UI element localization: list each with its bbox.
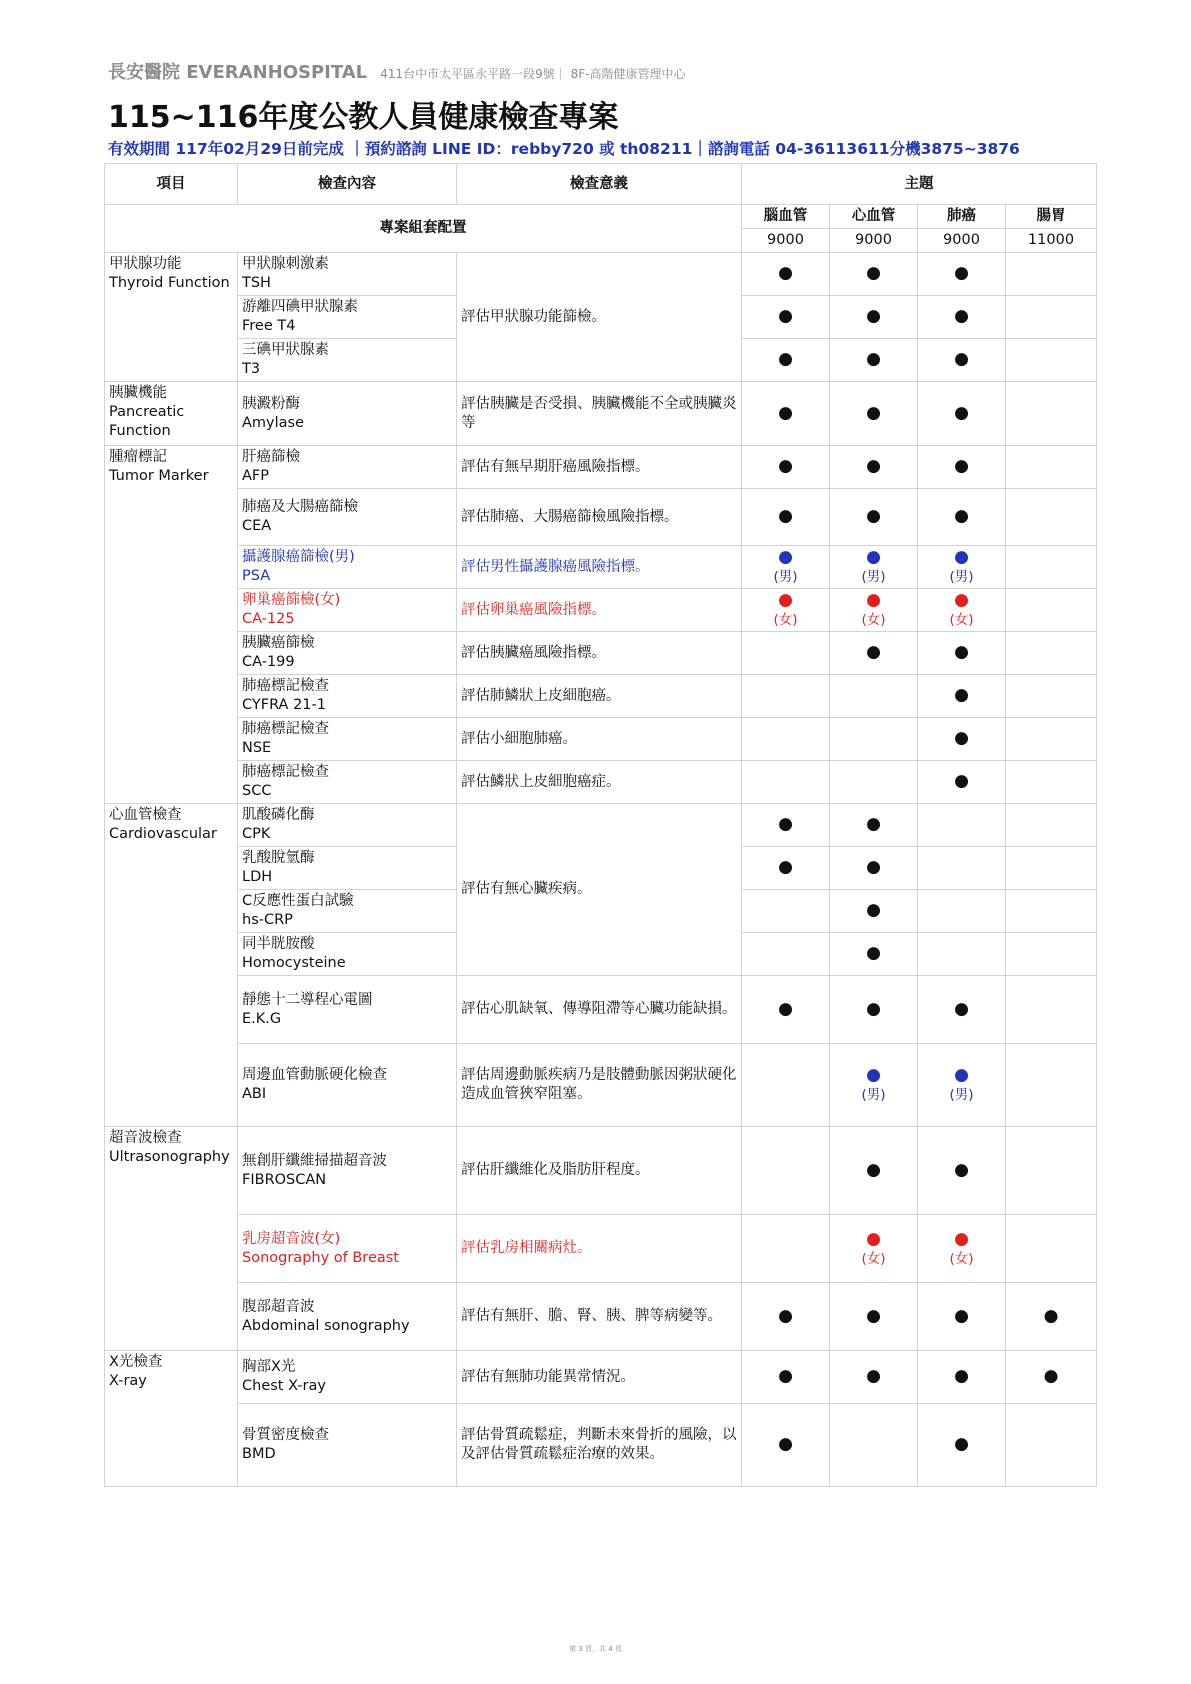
exam-content: 三碘甲狀腺素 T3 bbox=[238, 339, 457, 382]
theme-mark-cell bbox=[830, 847, 918, 890]
theme-mark-cell bbox=[742, 1044, 830, 1127]
included-dot: ● bbox=[954, 1434, 969, 1454]
theme-mark-cell bbox=[830, 546, 918, 589]
exam-row bbox=[105, 1215, 1097, 1283]
theme-mark-cell bbox=[830, 489, 918, 546]
theme-mark-cell bbox=[918, 976, 1006, 1044]
included-dot: ● bbox=[778, 857, 793, 877]
exam-row bbox=[105, 1044, 1097, 1127]
included-dot: ● bbox=[866, 402, 881, 423]
theme-mark-cell bbox=[1006, 1215, 1097, 1283]
included-dot: ● bbox=[866, 998, 881, 1019]
theme-mark-cell bbox=[742, 1215, 830, 1283]
theme-mark-cell bbox=[742, 976, 830, 1044]
theme-mark-cell bbox=[1006, 1283, 1097, 1351]
theme-mark-cell bbox=[1006, 804, 1097, 847]
col-header-meaning: 檢查意義 bbox=[457, 164, 742, 205]
included-dot: ● bbox=[778, 263, 793, 283]
included-dot: ● bbox=[778, 1366, 793, 1386]
exam-meaning: 評估有無心臟疾病。 bbox=[457, 804, 742, 976]
exam-content: 乳房超音波(女) Sonography of Breast bbox=[238, 1215, 457, 1283]
exam-content: 胰澱粉酶 Amylase bbox=[238, 382, 457, 446]
exam-content: 胰臟癌篩檢 CA-199 bbox=[238, 632, 457, 675]
package-label: 專案組套配置 bbox=[105, 205, 742, 253]
included-dot: ● bbox=[866, 814, 881, 834]
exam-row bbox=[105, 1127, 1097, 1215]
exam-content: 靜態十二導程心電圖 E.K.G bbox=[238, 976, 457, 1044]
theme-mark-cell bbox=[742, 546, 830, 589]
theme-mark-cell bbox=[830, 976, 918, 1044]
male-tag: (男) bbox=[949, 1087, 974, 1103]
included-dot: ● bbox=[954, 263, 969, 283]
theme-mark-cell bbox=[830, 1404, 918, 1487]
theme-mark-cell bbox=[742, 804, 830, 847]
theme-mark-cell bbox=[742, 382, 830, 446]
included-dot: ● bbox=[866, 306, 881, 326]
exam-meaning: 評估小細胞肺癌。 bbox=[457, 718, 742, 761]
theme-mark-cell bbox=[830, 804, 918, 847]
exam-row bbox=[105, 632, 1097, 675]
exam-content: 乳酸脫氫酶 LDH bbox=[238, 847, 457, 890]
theme-mark-cell bbox=[830, 589, 918, 632]
exam-content: 肺癌標記檢查 NSE bbox=[238, 718, 457, 761]
included-dot: ● bbox=[954, 642, 969, 662]
theme-price: 11000 bbox=[1006, 229, 1097, 253]
theme-mark-cell bbox=[918, 339, 1006, 382]
theme-mark-cell bbox=[742, 1283, 830, 1351]
theme-mark-cell bbox=[742, 489, 830, 546]
exam-content: 肺癌標記檢查 SCC bbox=[238, 761, 457, 804]
exam-content: 甲狀腺刺激素 TSH bbox=[238, 253, 457, 296]
exam-content: 骨質密度檢查 BMD bbox=[238, 1404, 457, 1487]
theme-mark-cell bbox=[742, 253, 830, 296]
exam-row bbox=[105, 675, 1097, 718]
included-dot: ● bbox=[866, 547, 881, 567]
exam-content: 無創肝纖維掃描超音波 FIBROSCAN bbox=[238, 1127, 457, 1215]
included-dot: ● bbox=[778, 998, 793, 1019]
theme-mark-cell bbox=[1006, 253, 1097, 296]
theme-mark-cell bbox=[830, 339, 918, 382]
included-dot: ● bbox=[866, 642, 881, 662]
col-header-item: 項目 bbox=[105, 164, 238, 205]
exam-row bbox=[105, 718, 1097, 761]
exam-content: 卵巢癌篩檢(女) CA-125 bbox=[238, 589, 457, 632]
included-dot: ● bbox=[778, 547, 793, 567]
exam-meaning: 評估肝纖維化及脂肪肝程度。 bbox=[457, 1127, 742, 1215]
included-dot: ● bbox=[954, 506, 969, 526]
included-dot: ● bbox=[778, 402, 793, 423]
included-dot: ● bbox=[1043, 1305, 1059, 1326]
exam-meaning: 評估周邊動脈疾病乃是肢體動脈因粥狀硬化造成血管狹窄阻塞。 bbox=[457, 1044, 742, 1127]
female-tag: (女) bbox=[773, 612, 798, 628]
theme-mark-cell bbox=[742, 1127, 830, 1215]
theme-mark-cell bbox=[1006, 847, 1097, 890]
included-dot: ● bbox=[866, 1065, 881, 1085]
theme-mark-cell bbox=[830, 1044, 918, 1127]
hospital-header bbox=[108, 58, 685, 84]
theme-mark-cell bbox=[918, 589, 1006, 632]
theme-mark-cell bbox=[1006, 339, 1097, 382]
theme-mark-cell bbox=[1006, 1044, 1097, 1127]
theme-name: 心血管 bbox=[830, 205, 918, 229]
group-label: 超音波檢查 Ultrasonography bbox=[105, 1127, 238, 1351]
exam-row bbox=[105, 546, 1097, 589]
included-dot: ● bbox=[866, 456, 881, 476]
theme-mark-cell bbox=[830, 1127, 918, 1215]
exam-row bbox=[105, 489, 1097, 546]
theme-name: 腸胃 bbox=[1006, 205, 1097, 229]
theme-mark-cell bbox=[742, 1404, 830, 1487]
exam-meaning: 評估鱗狀上皮細胞癌症。 bbox=[457, 761, 742, 804]
theme-mark-cell bbox=[830, 1351, 918, 1404]
included-dot: ● bbox=[954, 728, 969, 748]
included-dot: ● bbox=[866, 506, 881, 526]
exam-row bbox=[105, 1283, 1097, 1351]
group-label: 心血管檢查 Cardiovascular bbox=[105, 804, 238, 1127]
theme-mark-cell bbox=[742, 1351, 830, 1404]
group-label: 甲狀腺功能 Thyroid Function bbox=[105, 253, 238, 382]
included-dot: ● bbox=[954, 1366, 969, 1386]
theme-mark-cell bbox=[918, 804, 1006, 847]
theme-mark-cell bbox=[830, 675, 918, 718]
header-row bbox=[105, 164, 1097, 205]
theme-mark-cell bbox=[1006, 589, 1097, 632]
theme-mark-cell bbox=[1006, 890, 1097, 933]
theme-mark-cell bbox=[918, 718, 1006, 761]
exam-meaning: 評估乳房相關病灶。 bbox=[457, 1215, 742, 1283]
exam-content: 攝護腺癌篩檢(男) PSA bbox=[238, 546, 457, 589]
theme-mark-cell bbox=[742, 890, 830, 933]
exam-meaning: 評估胰臟是否受損、胰臟機能不全或胰臟炎等 bbox=[457, 382, 742, 446]
included-dot: ● bbox=[866, 349, 881, 369]
exam-meaning: 評估肺鱗狀上皮細胞癌。 bbox=[457, 675, 742, 718]
included-dot: ● bbox=[866, 590, 881, 610]
exam-row bbox=[105, 1351, 1097, 1404]
theme-mark-cell bbox=[742, 446, 830, 489]
exam-meaning: 評估男性攝護腺癌風險指標。 bbox=[457, 546, 742, 589]
theme-mark-cell bbox=[1006, 675, 1097, 718]
theme-mark-cell bbox=[830, 718, 918, 761]
theme-mark-cell bbox=[1006, 761, 1097, 804]
male-tag: (男) bbox=[773, 569, 798, 585]
included-dot: ● bbox=[954, 1228, 969, 1249]
theme-mark-cell bbox=[918, 296, 1006, 339]
theme-mark-cell bbox=[918, 446, 1006, 489]
exam-meaning: 評估胰臟癌風險指標。 bbox=[457, 632, 742, 675]
theme-mark-cell bbox=[830, 446, 918, 489]
included-dot: ● bbox=[866, 943, 881, 963]
exam-content: 肌酸磷化酶 CPK bbox=[238, 804, 457, 847]
theme-mark-cell bbox=[742, 847, 830, 890]
included-dot: ● bbox=[954, 685, 969, 705]
theme-mark-cell bbox=[918, 933, 1006, 976]
theme-mark-cell bbox=[918, 675, 1006, 718]
exam-content: C反應性蛋白試驗 hs-CRP bbox=[238, 890, 457, 933]
hospital-name: 長安醫院 EVERANHOSPITAL bbox=[108, 62, 368, 83]
hospital-address: 411台中市太平區永平路一段9號｜ 8F-高階健康管理中心 bbox=[380, 67, 686, 81]
page-title: 115~116年度公教人員健康檢查專案 bbox=[108, 100, 619, 135]
col-header-theme: 主題 bbox=[742, 164, 1097, 205]
theme-price: 9000 bbox=[742, 229, 830, 253]
exam-row bbox=[105, 976, 1097, 1044]
included-dot: ● bbox=[954, 1159, 969, 1180]
included-dot: ● bbox=[778, 814, 793, 834]
theme-mark-cell bbox=[830, 253, 918, 296]
theme-mark-cell bbox=[830, 890, 918, 933]
exam-meaning: 評估有無肺功能異常情況。 bbox=[457, 1351, 742, 1404]
theme-mark-cell bbox=[830, 296, 918, 339]
group-label: X光檢查 X-ray bbox=[105, 1351, 238, 1487]
page-footer: 第 3 頁，共 4 頁 bbox=[569, 1645, 622, 1653]
exam-content: 同半胱胺酸 Homocysteine bbox=[238, 933, 457, 976]
included-dot: ● bbox=[866, 1305, 881, 1326]
exam-meaning: 評估肺癌、大腸癌篩檢風險指標。 bbox=[457, 489, 742, 546]
exam-content: 胸部X光 Chest X-ray bbox=[238, 1351, 457, 1404]
exam-content: 肺癌標記檢查 CYFRA 21-1 bbox=[238, 675, 457, 718]
exam-meaning: 評估有無早期肝癌風險指標。 bbox=[457, 446, 742, 489]
page-subtitle: 有效期間 117年02月29日前完成 ｜預約諮詢 LINE ID：rebby720 或 th08211｜諮詢電話 04-36113611分機3875~3876 bbox=[108, 140, 1020, 158]
theme-mark-cell bbox=[742, 589, 830, 632]
theme-mark-cell bbox=[1006, 718, 1097, 761]
theme-mark-cell bbox=[742, 296, 830, 339]
theme-name-row bbox=[105, 205, 1097, 229]
exam-content: 肺癌及大腸癌篩檢 CEA bbox=[238, 489, 457, 546]
included-dot: ● bbox=[866, 857, 881, 877]
theme-mark-cell bbox=[830, 632, 918, 675]
female-tag: (女) bbox=[949, 612, 974, 628]
theme-mark-cell bbox=[830, 1215, 918, 1283]
theme-mark-cell bbox=[1006, 382, 1097, 446]
included-dot: ● bbox=[866, 263, 881, 283]
included-dot: ● bbox=[778, 456, 793, 476]
included-dot: ● bbox=[778, 1305, 793, 1326]
group-label: 胰臟機能 Pancreatic Function bbox=[105, 382, 238, 446]
theme-mark-cell bbox=[742, 761, 830, 804]
exam-content: 周邊血管動脈硬化檢查 ABI bbox=[238, 1044, 457, 1127]
female-tag: (女) bbox=[949, 1250, 974, 1267]
theme-mark-cell bbox=[918, 761, 1006, 804]
included-dot: ● bbox=[866, 1228, 881, 1249]
exam-table bbox=[104, 163, 1097, 1487]
theme-mark-cell bbox=[742, 675, 830, 718]
group-label: 腫瘤標記 Tumor Marker bbox=[105, 446, 238, 804]
theme-mark-cell bbox=[742, 718, 830, 761]
theme-mark-cell bbox=[1006, 1404, 1097, 1487]
theme-mark-cell bbox=[918, 847, 1006, 890]
theme-mark-cell bbox=[1006, 933, 1097, 976]
exam-row bbox=[105, 382, 1097, 446]
theme-mark-cell bbox=[918, 1127, 1006, 1215]
theme-mark-cell bbox=[918, 1044, 1006, 1127]
exam-row bbox=[105, 446, 1097, 489]
theme-mark-cell bbox=[1006, 976, 1097, 1044]
theme-mark-cell bbox=[742, 339, 830, 382]
theme-price: 9000 bbox=[830, 229, 918, 253]
included-dot: ● bbox=[778, 590, 793, 610]
included-dot: ● bbox=[954, 998, 969, 1019]
theme-mark-cell bbox=[742, 933, 830, 976]
theme-mark-cell bbox=[918, 632, 1006, 675]
female-tag: (女) bbox=[861, 612, 886, 628]
theme-mark-cell bbox=[918, 1215, 1006, 1283]
included-dot: ● bbox=[954, 547, 969, 567]
exam-row bbox=[105, 804, 1097, 847]
male-tag: (男) bbox=[861, 569, 886, 585]
theme-mark-cell bbox=[918, 890, 1006, 933]
exam-content: 肝癌篩檢 AFP bbox=[238, 446, 457, 489]
exam-row bbox=[105, 589, 1097, 632]
theme-mark-cell bbox=[918, 1351, 1006, 1404]
theme-name: 腦血管 bbox=[742, 205, 830, 229]
exam-content: 腹部超音波 Abdominal sonography bbox=[238, 1283, 457, 1351]
included-dot: ● bbox=[954, 306, 969, 326]
included-dot: ● bbox=[866, 1159, 881, 1180]
included-dot: ● bbox=[866, 1366, 881, 1386]
exam-meaning: 評估心肌缺氧、傳導阻滯等心臟功能缺損。 bbox=[457, 976, 742, 1044]
included-dot: ● bbox=[954, 1065, 969, 1085]
male-tag: (男) bbox=[861, 1087, 886, 1103]
theme-mark-cell bbox=[918, 1404, 1006, 1487]
male-tag: (男) bbox=[949, 569, 974, 585]
exam-content: 游離四碘甲狀腺素 Free T4 bbox=[238, 296, 457, 339]
included-dot: ● bbox=[954, 456, 969, 476]
exam-meaning: 評估卵巢癌風險指標。 bbox=[457, 589, 742, 632]
exam-row bbox=[105, 761, 1097, 804]
theme-mark-cell bbox=[918, 382, 1006, 446]
included-dot: ● bbox=[954, 402, 969, 423]
theme-name: 肺癌 bbox=[918, 205, 1006, 229]
theme-mark-cell bbox=[918, 489, 1006, 546]
theme-mark-cell bbox=[1006, 296, 1097, 339]
included-dot: ● bbox=[1043, 1366, 1059, 1386]
exam-meaning: 評估骨質疏鬆症，判斷未來骨折的風險，以及評估骨質疏鬆症治療的效果。 bbox=[457, 1404, 742, 1487]
theme-mark-cell bbox=[1006, 546, 1097, 589]
included-dot: ● bbox=[778, 1434, 793, 1454]
theme-mark-cell bbox=[1006, 446, 1097, 489]
theme-mark-cell bbox=[918, 253, 1006, 296]
col-header-content: 檢查內容 bbox=[238, 164, 457, 205]
theme-mark-cell bbox=[918, 546, 1006, 589]
theme-mark-cell bbox=[830, 761, 918, 804]
female-tag: (女) bbox=[861, 1250, 886, 1267]
included-dot: ● bbox=[954, 590, 969, 610]
theme-mark-cell bbox=[1006, 1351, 1097, 1404]
theme-mark-cell bbox=[830, 1283, 918, 1351]
included-dot: ● bbox=[778, 306, 793, 326]
theme-mark-cell bbox=[1006, 632, 1097, 675]
theme-price: 9000 bbox=[918, 229, 1006, 253]
exam-row bbox=[105, 1404, 1097, 1487]
included-dot: ● bbox=[866, 900, 881, 920]
included-dot: ● bbox=[778, 349, 793, 369]
theme-mark-cell bbox=[830, 382, 918, 446]
theme-mark-cell bbox=[918, 1283, 1006, 1351]
included-dot: ● bbox=[954, 1305, 969, 1326]
included-dot: ● bbox=[954, 771, 969, 791]
included-dot: ● bbox=[778, 506, 793, 526]
included-dot: ● bbox=[954, 349, 969, 369]
theme-mark-cell bbox=[830, 933, 918, 976]
exam-row bbox=[105, 253, 1097, 296]
theme-mark-cell bbox=[1006, 489, 1097, 546]
exam-meaning: 評估有無肝、膽、腎、胰、脾等病變等。 bbox=[457, 1283, 742, 1351]
theme-mark-cell bbox=[1006, 1127, 1097, 1215]
theme-mark-cell bbox=[742, 632, 830, 675]
exam-meaning: 評估甲狀腺功能篩檢。 bbox=[457, 253, 742, 382]
